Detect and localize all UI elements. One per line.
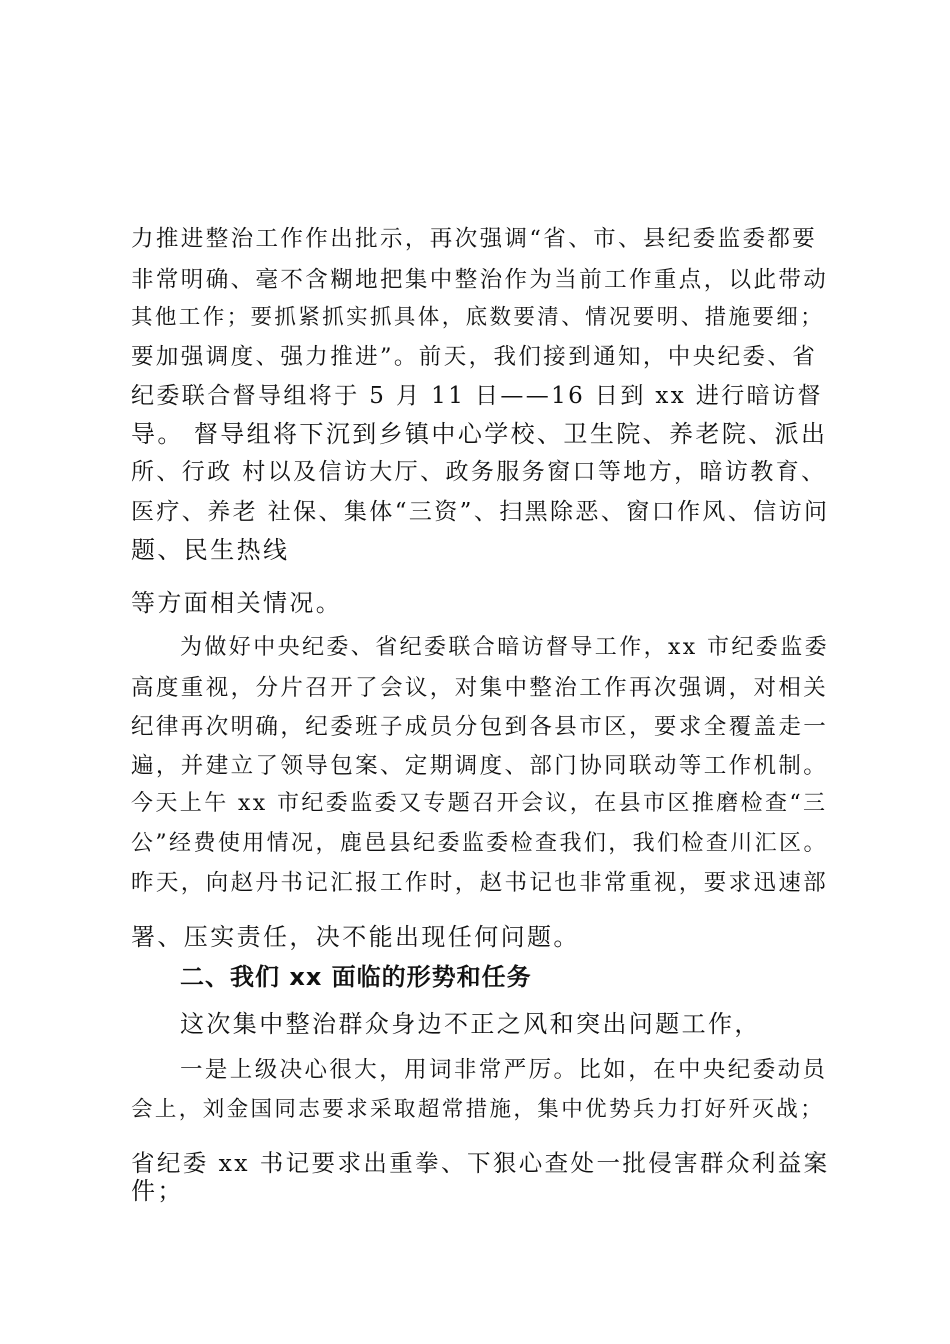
body-line: 件； [131,1177,184,1205]
body-line: 等方面相关情况。 [131,589,343,617]
section-heading: 二、我们 xx 面临的形势和任务 [180,963,532,991]
body-line: 医疗、养老 社保、集体“三资”、扫黑除恶、窗口作风、信访问 [131,499,830,525]
body-line: 所、行政 村以及信访大厅、政务服务窗口等地方，暗访教育、 [131,459,827,485]
body-line: 昨天，向赵丹书记汇报工作时，赵书记也非常重视，要求迅速部 [131,870,829,896]
body-line: 今天上午 xx 市纪委监委又专题召开会议，在县市区推磨检查“三 [131,791,828,816]
body-line: 题、民生热线 [131,536,290,564]
body-line: 会上，刘金国同志要求采取超常措施，集中优势兵力打好歼灭战； [131,1097,825,1122]
body-line: 纪委联合督导组将于 5 月 11 日——16 日到 xx 进行暗访督 [131,383,823,409]
body-line: 高度重视，分片召开了会议，对集中整治工作再次强调，对相关 [131,675,829,701]
paragraph-first-line: 一是上级决心很大，用词非常严厉。比如，在中央纪委动员 [180,1057,828,1083]
body-line: 公”经费使用情况，鹿邑县纪委监委检查我们，我们检查川汇区。 [131,831,828,856]
body-line: 非常明确、毫不含糊地把集中整治作为当前工作重点，以此带动 [131,267,829,293]
body-line: 署、压实责任，决不能出现任何问题。 [131,923,580,951]
paragraph-first-line: 这次集中整治群众身边不正之风和突出问题工作， [180,1010,761,1038]
body-line: 省纪委 xx 书记要求出重拳、下狠心查处一批侵害群众利益案 [131,1149,830,1177]
body-line: 导。 督导组将下沉到乡镇中心学校、卫生院、养老院、派出 [131,420,828,448]
body-line: 要加强调度、强力推进”。前天，我们接到通知，中央纪委、省 [131,344,818,370]
paragraph-first-line: 为做好中央纪委、省纪委联合暗访督导工作，xx 市纪委监委 [180,635,830,660]
body-line: 纪律再次明确，纪委班子成员分包到各县市区，要求全覆盖走一 [131,714,829,740]
body-line: 遍，并建立了领导包案、定期调度、部门协同联动等工作机制。 [131,753,829,779]
body-line: 力推进整治工作作出批示，再次强调“省、市、县纪委监委都要 [131,226,818,252]
body-line: 其他工作；要抓紧抓实抓具体，底数要清、情况要明、措施要细； [131,305,825,330]
